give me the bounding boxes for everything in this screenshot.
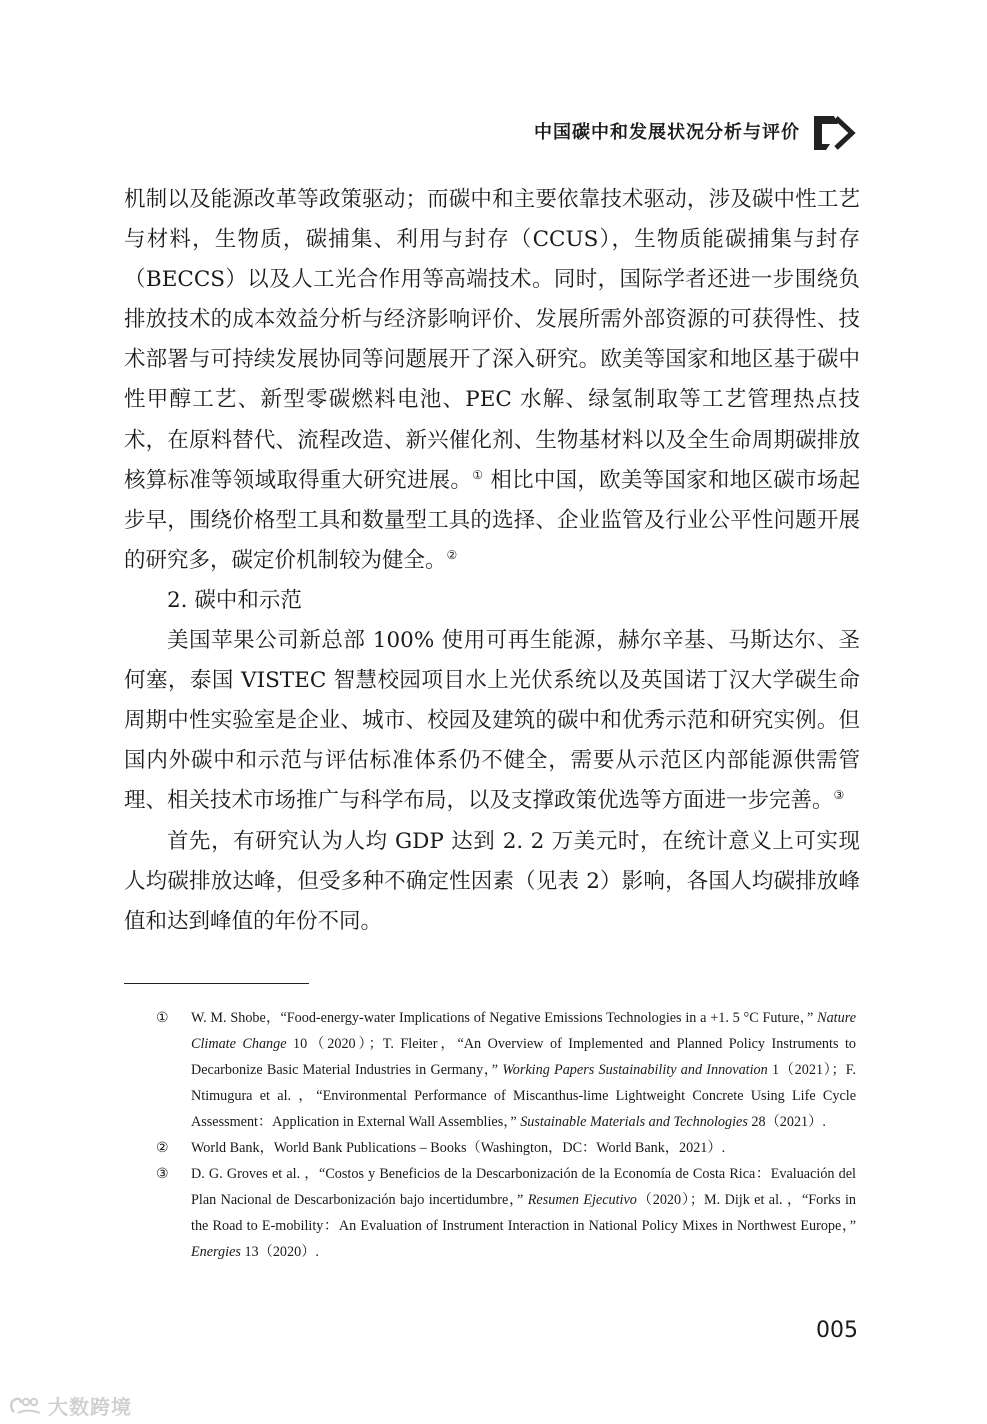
footnote-divider bbox=[124, 983, 309, 984]
footnote-ref-2[interactable]: ② bbox=[446, 547, 458, 562]
section-heading: 2. 碳中和示范 bbox=[167, 587, 302, 613]
footnotes bbox=[156, 1005, 856, 1265]
paragraph-demonstration: 美国苹果公司新总部 100% 使用可再生能源，赫尔辛基、马斯达尔、圣何塞，泰国 VISTEC 智慧校园项目水上光伏系统以及英国诺丁汉大学碳生命周期中性实验室是企业、城市、校园及建筑的碳中和优秀示范和研究实例。但国内外碳中和示范与评估标准体系仍不健全，需要从示范区内部能源供需管理、相关技术市场推广与科学布局，以及支撑政策优选等方面进一步完善。③ bbox=[124, 628, 860, 814]
watermark-logo-icon bbox=[8, 1394, 44, 1416]
footnote-ref-1[interactable]: ① bbox=[472, 467, 484, 482]
running-header-title: 中国碳中和发展状况分析与评价 bbox=[534, 122, 800, 143]
body-text bbox=[124, 180, 860, 942]
page-number: 005 bbox=[816, 1318, 858, 1343]
chapter-arrow-icon bbox=[812, 114, 858, 152]
footnote-3: ③ D. G. Groves et al. ，“Costos y Beneficios de la Descarbonización de la Economía de Costa Rica：Evaluación del Plan Nacional de Descarbonización bajo incertidumbre，” Resumen Ejecutivo（2020）；M. Dijk et al. ，“Forks in the Road to E-mobility：An Evaluation of Instrument Interaction in National Policy Mixes in Northwest Europe，” Energies 13（2020）. bbox=[156, 1161, 856, 1265]
footnote-mark: ① bbox=[156, 1010, 169, 1026]
footnote-1: ① W. M. Shobe，“Food-energy-water Implications of Negative Emissions Technologies in a +1. 5 °C Future，” Nature Climate Change 10（2020）；T. Fleiter，“An Overview of Implemented and Planned Policy Instruments to Decarbonize Basic Material Industries in Germany，” Working Papers Sustainability and Innovation 1（2021）；F. Ntimugura et al. ，“Environmental Performance of Miscanthus-lime Lightweight Concrete Using Life Cycle Assessment：Application in External Wall Assemblies，” Sustainable Materials and Technologies 28（2021）. bbox=[156, 1005, 856, 1135]
paragraph-gdp-peak: 首先，有研究认为人均 GDP 达到 2. 2 万美元时，在统计意义上可实现人均碳排放达峰，但受多种不确定性因素（见表 2）影响，各国人均碳排放峰值和达到峰值的年份不同。 bbox=[124, 828, 860, 934]
footnote-ref-3[interactable]: ③ bbox=[833, 788, 845, 803]
footnote-2: ② World Bank，World Bank Publications – Books（Washington，DC：World Bank，2021）. bbox=[156, 1135, 856, 1161]
paragraph-continued: 机制以及能源改革等政策驱动；而碳中和主要依靠技术驱动，涉及碳中性工艺与材料，生物质，碳捕集、利用与封存（CCUS），生物质能碳捕集与封存（BECCS）以及人工光合作用等高端技术。同时，国际学者还进一步围绕负排放技术的成本效益分析与经济影响评价、发展所需外部资源的可获得性、技术部署与可持续发展协同等问题展开了深入研究。欧美等国家和地区基于碳中性甲醇工艺、新型零碳燃料电池、PEC 水解、绿氢制取等工艺管理热点技术，在原料替代、流程改造、新兴催化剂、生物基材料以及全生命周期碳排放核算标准等领域取得重大研究进展。① 相比中国，欧美等国家和地区碳市场起步早，围绕价格型工具和数量型工具的选择、企业监管及行业公平性问题开展的研究多，碳定价机制较为健全。② bbox=[124, 187, 860, 573]
footnote-mark: ② bbox=[156, 1140, 169, 1156]
watermark bbox=[8, 1392, 132, 1418]
footnote-mark: ③ bbox=[156, 1166, 169, 1182]
watermark-text: 大数跨境 bbox=[48, 1394, 132, 1419]
